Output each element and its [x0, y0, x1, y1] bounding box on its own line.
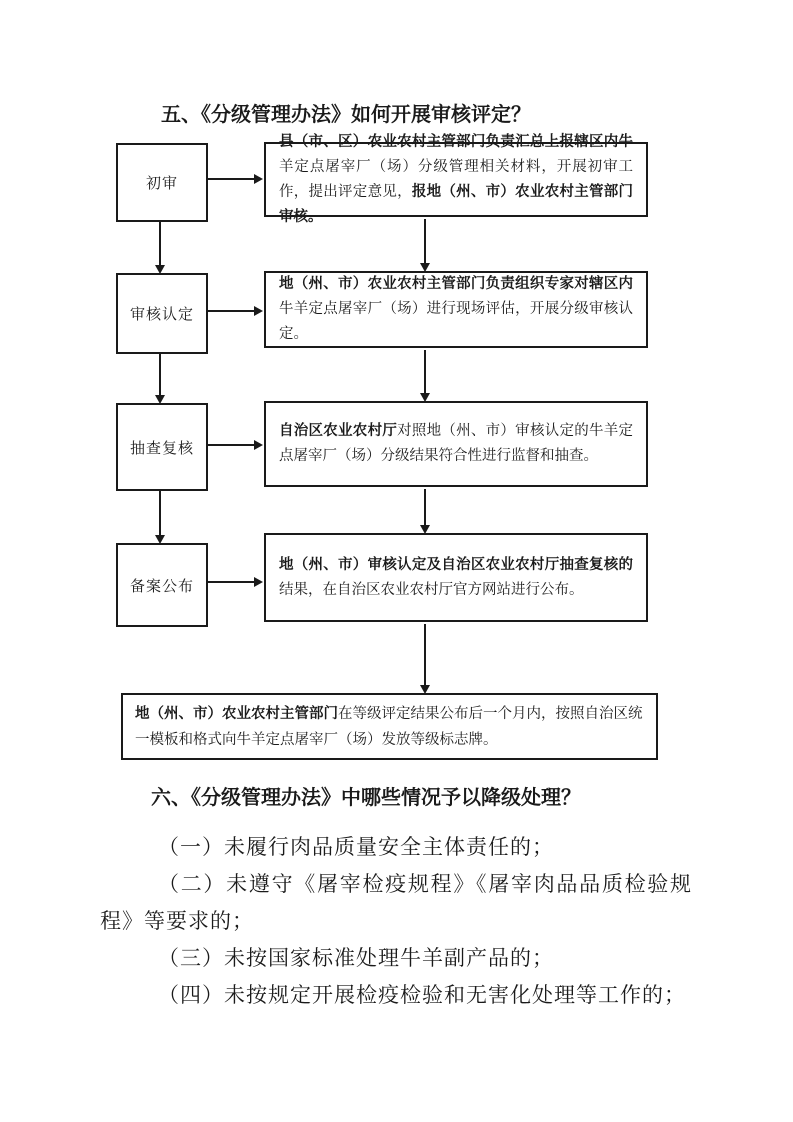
flow-desc-normal: 结果，在自治区农业农村厅官方网站进行公布。	[279, 581, 584, 598]
flow-footer-text	[135, 701, 644, 753]
flow-stage-box-record-publication	[116, 543, 208, 627]
section-6-heading: 六、《分级管理办法》中哪些情况予以降级处理？	[151, 787, 581, 809]
flow-desc-box-record-publication	[264, 533, 648, 622]
arrow-down-icon	[159, 352, 161, 395]
flow-desc-box-review-confirmation	[264, 271, 648, 348]
flow-stage-label: 备案公布	[129, 578, 194, 595]
flow-desc-bold-lead: 地（州、市）审核认定及自治区农业农村厅抽查复核的	[279, 556, 633, 573]
arrow-right-icon	[208, 310, 254, 312]
arrow-right-icon	[208, 581, 254, 583]
flow-desc-normal: 羊定点屠宰厂（场）分级管理相关材料，开展初审工作，提出评定意见，	[279, 158, 633, 200]
flow-desc-normal: 牛羊定点屠宰厂（场）进行现场评估，开展分级审核认定。	[279, 301, 633, 342]
flow-stage-label: 初审	[145, 176, 178, 192]
flow-stage-label: 审核认定	[129, 307, 194, 323]
flow-stage-label: 抽查复核	[129, 440, 194, 457]
downgrade-rule-list	[100, 829, 692, 1014]
arrow-right-icon	[208, 178, 254, 180]
flow-stage-box-review-confirmation	[116, 273, 208, 354]
arrow-down-icon	[424, 219, 426, 263]
arrow-down-icon	[159, 489, 161, 535]
arrow-down-icon	[424, 489, 426, 525]
flow-footer-normal: 在等级评定结果公布后一个月内，按照自治区统一模板和格式向牛羊定点屠宰厂（场）发放等级标志牌。	[135, 705, 643, 748]
flow-desc-box-spot-check	[264, 401, 648, 487]
flow-desc-bold-lead: 县（市、区）农业农村主管部门负责汇总上报辖区内牛	[279, 133, 633, 150]
flow-desc-bold-lead: 自治区农业农村厅	[279, 423, 398, 439]
flow-footer-box	[121, 693, 658, 760]
flow-desc-bold-lead: 地（州、市）农业农村主管部门负责组织专家对辖区内	[279, 276, 633, 292]
flow-footer-bold-lead: 地（州、市）农业农村主管部门	[135, 705, 338, 722]
flow-desc-text	[279, 553, 633, 603]
flow-desc-text	[279, 272, 633, 347]
rule-item-4: （四）未按规定开展检疫检验和无害化处理等工作的；	[158, 983, 686, 1007]
flow-desc-box-preliminary-review	[264, 133, 648, 225]
arrow-down-icon	[424, 624, 426, 685]
arrow-down-icon	[424, 350, 426, 393]
flow-stage-box-spot-check	[116, 403, 208, 491]
flow-desc-text	[279, 130, 633, 230]
rule-item-2: （二）未遵守《屠宰检疫规程》《屠宰肉品品质检验规程》等要求的；	[100, 872, 692, 933]
flow-desc-text	[279, 419, 633, 469]
rule-item-1: （一）未履行肉品质量安全主体责任的；	[158, 835, 554, 859]
arrow-down-icon	[159, 220, 161, 265]
flow-stage-box-preliminary-review	[116, 143, 208, 222]
section-5-heading: 五、《分级管理办法》如何开展审核评定？	[161, 104, 531, 126]
flow-desc-normal: 对照地（州、市）审核认定的牛羊定点屠宰厂（场）分级结果符合性进行监督和抽查。	[279, 423, 634, 464]
rule-item-3: （三）未按国家标准处理牛羊副产品的；	[158, 946, 554, 970]
arrow-right-icon	[208, 444, 254, 446]
flow-desc-bold-tail: 报地（州、市）农业农村主管部门审核。	[279, 183, 634, 225]
